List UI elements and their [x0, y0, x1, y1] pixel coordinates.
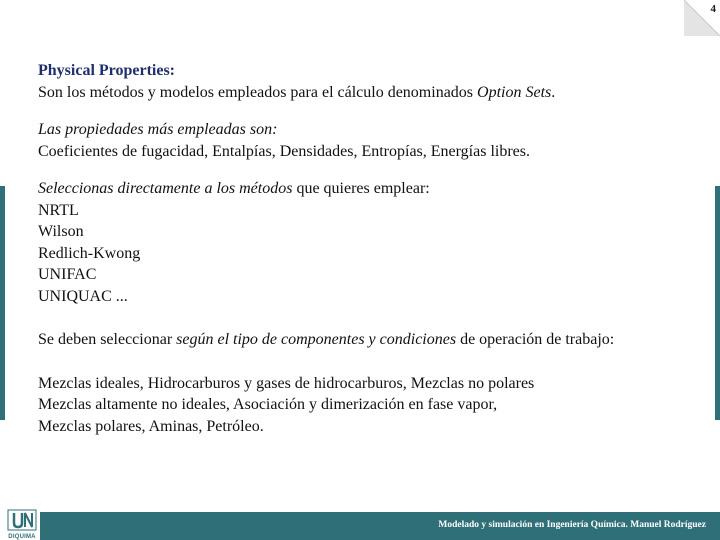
left-accent-bar [0, 186, 5, 420]
diquima-logo [6, 508, 38, 540]
method-item: Wilson [38, 223, 84, 240]
selection-criteria: Se deben seleccionar según el tipo de componentes y condiciones de operación de trabajo: [38, 331, 615, 348]
method-item: NRTL [38, 201, 79, 219]
footer-text: Modelado y simulación en Ingeniería Química. Manuel Rodríguez [438, 520, 706, 530]
properties-list: Coeficientes de fugacidad, Entalpías, Densidades, Entropías, Energías libres. [38, 142, 530, 160]
method-item: Redlich-Kwong [38, 244, 141, 262]
mixture-types-line: Mezclas ideales, Hidrocarburos y gases de hidrocarburos, Mezclas no polares [38, 374, 535, 392]
option-sets-description: Son los métodos y modelos empleados para el cálculo denominados Option Sets. [38, 83, 556, 101]
page-number: 4 [710, 3, 716, 15]
properties-intro: Las propiedades más empleadas son: [38, 121, 278, 138]
mixture-types-line: Mezclas polares, Aminas, Petróleo. [38, 417, 264, 435]
logo-label: DIQUIMA [8, 534, 36, 540]
method-item: UNIQUAC ... [38, 287, 128, 305]
footer-bar [40, 512, 720, 540]
methods-intro: Seleccionas directamente a los métodos que quieres emplear: [38, 180, 430, 197]
university-logo-icon [6, 508, 38, 532]
method-item: UNIFAC [38, 266, 97, 283]
mixture-types-line: Mezclas altamente no ideales, Asociación y dimerización en fase vapor, [38, 396, 498, 413]
section-heading: Physical Properties: [38, 62, 176, 79]
slide-content [38, 60, 638, 437]
right-accent-bar [715, 186, 720, 420]
